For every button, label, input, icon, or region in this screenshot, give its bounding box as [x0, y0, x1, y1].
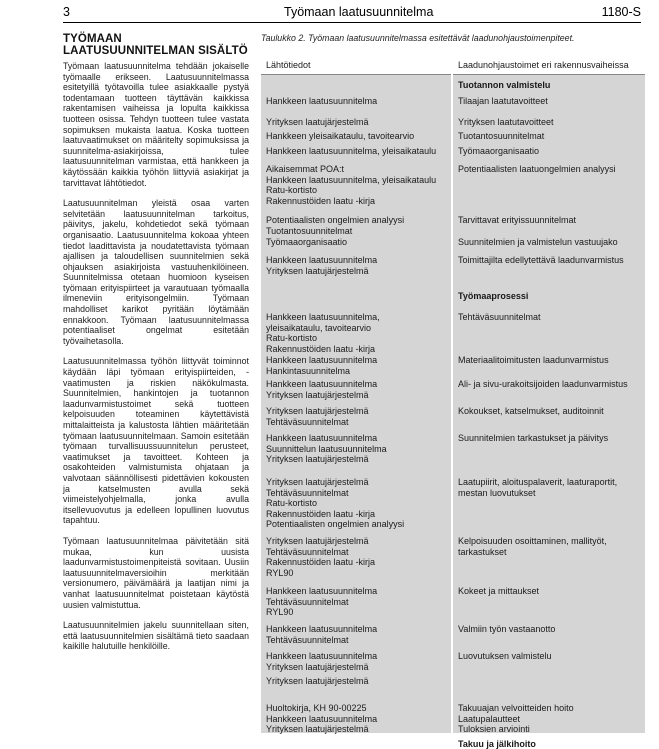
- source-line: Hankkeen laatusuunnitelma: [266, 586, 378, 596]
- paragraph: Laatusuunnitelmien jakelu suunnitellaan siten, että laatusuunnitelmien sisältämä tieto saadaan kaikille halutuille henkilöille.: [63, 620, 249, 652]
- source-line: Suunnittelun laatusuunnitelma: [266, 443, 387, 454]
- action-cell: [458, 406, 643, 417]
- source-cell: [266, 624, 448, 645]
- action-line: Tuloksien arviointi: [458, 724, 530, 734]
- action-line: Suunnitelmien tarkastukset ja päivitys: [458, 433, 609, 443]
- page-number: 3: [63, 5, 70, 19]
- source-cell: [266, 146, 448, 157]
- action-cell: [458, 355, 643, 366]
- source-line: Ratu-kortisto: [266, 498, 318, 508]
- column-divider: [451, 55, 453, 733]
- running-title: Työmaan laatusuunnitelma: [284, 5, 434, 19]
- source-line: yleisaikataulu, tavoitearvio: [266, 322, 372, 333]
- source-line: Yrityksen laatujärjestelmä: [266, 265, 369, 276]
- action-line: Potentiaalisten laatuongelmien analyysi: [458, 164, 616, 174]
- action-line: Laatupalautteet: [458, 713, 521, 724]
- quality-table: [261, 55, 645, 749]
- action-cell: [458, 164, 643, 175]
- source-line: Hankkeen laatusuunnitelma: [266, 255, 378, 265]
- source-cell: [266, 703, 448, 735]
- table-section-title: Työmaaprosessi: [458, 291, 529, 301]
- source-line: Hankintasuunnitelma: [266, 365, 351, 376]
- action-line: Tuotantosuunnitelmat: [458, 131, 545, 141]
- action-cell: [458, 477, 643, 498]
- table-caption: Taulukko 2. Työmaan laatusuunnitelmassa esitettävät laadunohjaustoimenpiteet.: [261, 33, 575, 43]
- action-cell: [458, 237, 643, 248]
- action-line: Suunnitelmien ja valmistelun vastuujako: [458, 237, 618, 247]
- source-cell: [266, 355, 448, 376]
- source-line: Hankkeen yleisaikataulu, tavoitearvio: [266, 131, 415, 141]
- action-line: Yrityksen laatutavoitteet: [458, 117, 554, 127]
- action-line: tarkastukset: [458, 546, 507, 557]
- action-line: Luovutuksen valmistelu: [458, 651, 552, 661]
- source-cell: [266, 312, 448, 354]
- source-line: Hankkeen laatusuunnitelma: [266, 96, 378, 106]
- action-cell: [458, 131, 643, 142]
- action-line: mestan luovutukset: [458, 487, 536, 498]
- source-cell: [266, 477, 448, 530]
- action-cell: [458, 536, 643, 557]
- action-line: Tarvittavat erityissuunnitelmat: [458, 215, 577, 225]
- action-cell: [458, 96, 643, 107]
- source-cell: [266, 117, 448, 128]
- action-cell: [458, 255, 643, 266]
- source-line: Yrityksen laatujärjestelmä: [266, 389, 369, 400]
- source-line: Hankkeen laatusuunnitelma: [266, 651, 378, 661]
- source-line: Yrityksen laatujärjestelmä: [266, 454, 369, 464]
- source-cell: [266, 255, 448, 276]
- source-line: Tehtäväsuunnitelmat: [266, 416, 349, 427]
- source-line: Yrityksen laatujärjestelmä: [266, 724, 369, 734]
- action-line: Valmiin työn vastaanotto: [458, 624, 556, 634]
- paragraph: Laatusuunnitelman yleistä osaa varten selvitetään laatusuunnitelman tarkoitus, päivitys, jakelu, kohdetiedot sekä työmaan organisaatio. Laatusuunnitelma kokoaa yhteen tiedot laadittavista ja noudatettavista työmaan ajallisen ja taloudellisen suunnitelmien sekä ohjauksen asiakirjoista vastuuhenkilöineen. Suunnitelmissa otetaan huomioon kyseisen työmaan erityispiirteet ja varautuaan työmaalla ilmeneviin erityisongelmiin. Työmaan mahdolliset karikot pyritään löytämään ennakkoon. Työmaan laatusuunnitelmassa potentiaaliset ongelmat esitetään työvaihetasolla.: [63, 198, 249, 346]
- source-line: Potentiaalisten ongelmien analyysi: [266, 215, 405, 225]
- action-line: Materiaalitoimitusten laadunvarmistus: [458, 355, 609, 365]
- paragraph: Laatusuunnitelmassa työhön liittyvät toiminnot käydään läpi työmaan erityispiirteiden, -vaatimusten ja riskien näkökulmasta. Suunnitelmien, hankintojen ja tuotannon laadunvarmistustoimet sekä tuotteen kelpoisuuden toteaminen käytettävistä mittalaitteista ja kalustosta lähtien määritetään työmaan laatusuunnitelmaan. Samoin esitetään työmaan turvallisuussuunnitelun perusteet, vaatimukset ja tavoitteet. Kohteen ja osakohteiden valmistumista ohjataan ja valvotaan säännöllisesti pidettävien kokousten ja katselmusten avulla sekä viimeistelyohjelmalla, jonka avulla itsellevuovutus ja edelleen lopullinen luovutus tapahtuu.: [63, 356, 249, 526]
- action-line: Ali- ja sivu-urakoitsijoiden laadunvarmistus: [458, 379, 628, 389]
- action-cell: [458, 379, 643, 390]
- action-cell: [458, 433, 643, 444]
- action-cell: [458, 117, 643, 128]
- source-line: Yrityksen laatujärjestelmä: [266, 117, 369, 127]
- source-line: Rakennustöiden laatu -kirja: [266, 508, 376, 519]
- document-code: 1180-S: [601, 5, 641, 19]
- column-header-left: Lähtötiedot: [261, 55, 451, 75]
- source-line: Yrityksen laatujärjestelmä: [266, 676, 369, 686]
- action-cell: [458, 215, 643, 226]
- source-line: Hankkeen laatusuunnitelma: [266, 433, 378, 443]
- source-line: Rakennustöiden laatu -kirja: [266, 343, 376, 354]
- action-line: Tehtäväsuunnitelmat: [458, 312, 541, 322]
- action-cell: [458, 624, 643, 635]
- page-header: [63, 5, 641, 23]
- action-line: Kokeet ja mittaukset: [458, 586, 540, 596]
- source-line: Huoltokirja, KH 90-00225: [266, 703, 367, 713]
- source-line: Rakennustöiden laatu -kirja: [266, 557, 376, 567]
- source-line: Aikaisemmat POA:t: [266, 164, 345, 174]
- action-line: Toimittajilta edellytettävä laadunvarmistus: [458, 255, 624, 265]
- table-section-title: Takuu ja jälkihoito: [458, 739, 536, 749]
- action-cell: [458, 703, 643, 735]
- paragraph: Työmaan laatusuunnitelma tehdään jokaiselle työmaalle erikseen. Laatusuunnitelmassa esitetyillä työtavoilla tulee asiakkaalle pystyä todentamaan tuotteen täyttävän kaikkissa rakentamisen vaiheissa ja lopulta kaikkissa tuotteen osissa. Tehdyn tuotteen tulee vastata sopimuksen mukaista laatua. Koska tuotteen laatuvaatimukset on määritelty sopimuksissa ja suunnitelma-asiakirjoissa, tulee laatusuunnitelman varmistaa, että hankkeen ja käytössään kaikkia työhön liittyviä asiakirjat ja tarvittavat lähtötiedot.: [63, 61, 249, 188]
- action-cell: [458, 312, 643, 323]
- action-cell: [458, 586, 643, 597]
- source-cell: [266, 131, 448, 142]
- source-cell: [266, 651, 448, 672]
- source-line: Hankkeen laatusuunnitelma, yleisaikataulu: [266, 174, 437, 185]
- source-cell: [266, 237, 448, 248]
- source-line: Yrityksen laatujärjestelmä: [266, 536, 369, 546]
- source-line: Hankkeen laatusuunnitelma: [266, 379, 378, 389]
- action-line: Kelpoisuuden osoittaminen, mallityöt,: [458, 536, 607, 546]
- body-text-column: [63, 33, 249, 662]
- source-line: Tehtäväsuunnitelmat: [266, 634, 349, 645]
- source-line: Yrityksen laatujärjestelmä: [266, 477, 369, 487]
- table-section-title: Tuotannon valmistelu: [458, 80, 551, 90]
- source-cell: [266, 586, 448, 618]
- action-cell: [458, 651, 643, 662]
- source-line: RYL90: [266, 567, 294, 578]
- source-line: Hankkeen laatusuunnitelma: [266, 355, 378, 365]
- source-line: Rakennustöiden laatu -kirja: [266, 195, 376, 206]
- source-line: Ratu-kortisto: [266, 333, 318, 343]
- source-cell: [266, 96, 448, 107]
- action-line: Takuuajan velvoitteiden hoito: [458, 703, 574, 713]
- action-line: Työmaaorganisaatio: [458, 146, 540, 156]
- action-cell: [458, 146, 643, 157]
- source-line: Hankkeen laatusuunnitelma, yleisaikataulu: [266, 146, 437, 156]
- section-heading: TYÖMAAN LAATUSUUNNITELMAN SISÄLTÖ: [63, 33, 248, 57]
- action-line: Tilaajan laatutavoitteet: [458, 96, 548, 106]
- action-line: Kokoukset, katselmukset, auditoinnit: [458, 406, 604, 416]
- action-line: Laatupiirit, aloituspalaverit, laaturaportit,: [458, 477, 618, 487]
- source-line: Hankkeen laatusuunnitelma: [266, 713, 378, 724]
- source-cell: [266, 536, 448, 578]
- source-line: Tehtäväsuunnitelmat: [266, 487, 349, 498]
- source-cell: [266, 676, 448, 687]
- source-cell: [266, 379, 448, 400]
- source-line: Yrityksen laatujärjestelmä: [266, 661, 369, 672]
- source-cell: [266, 164, 448, 206]
- source-line: Hankkeen laatusuunnitelma: [266, 624, 378, 634]
- source-cell: [266, 406, 448, 427]
- source-line: Tehtäväsuunnitelmat: [266, 546, 349, 557]
- source-line: Potentiaalisten ongelmien analyysi: [266, 519, 405, 529]
- column-header-right: Laadunohjaustoimet eri rakennusvaiheissa: [453, 55, 645, 75]
- source-line: RYL90: [266, 607, 294, 617]
- source-line: Yrityksen laatujärjestelmä: [266, 406, 369, 416]
- source-cell: [266, 433, 448, 465]
- paragraph: Työmaan laatusuunnitelmaa päivitetään sitä mukaa, kun uusista laadunvarmistustoimenpiteistä sovitaan. Uusiin laatusuunnitelmaversioihin merkitään versionumero, päivämäärä ja laatijan nimi ja vanhat laatusuunnitelmat poistetaan käytöstä uusien valmistuttua.: [63, 535, 249, 610]
- source-line: Ratu-kortisto: [266, 185, 318, 195]
- source-line: Hankkeen laatusuunnitelma,: [266, 312, 380, 322]
- source-line: Työmaaorganisaatio: [266, 237, 348, 247]
- source-cell: [266, 215, 448, 236]
- source-line: Tuotantosuunnitelmat: [266, 225, 353, 236]
- source-line: Tehtäväsuunnitelmat: [266, 596, 349, 607]
